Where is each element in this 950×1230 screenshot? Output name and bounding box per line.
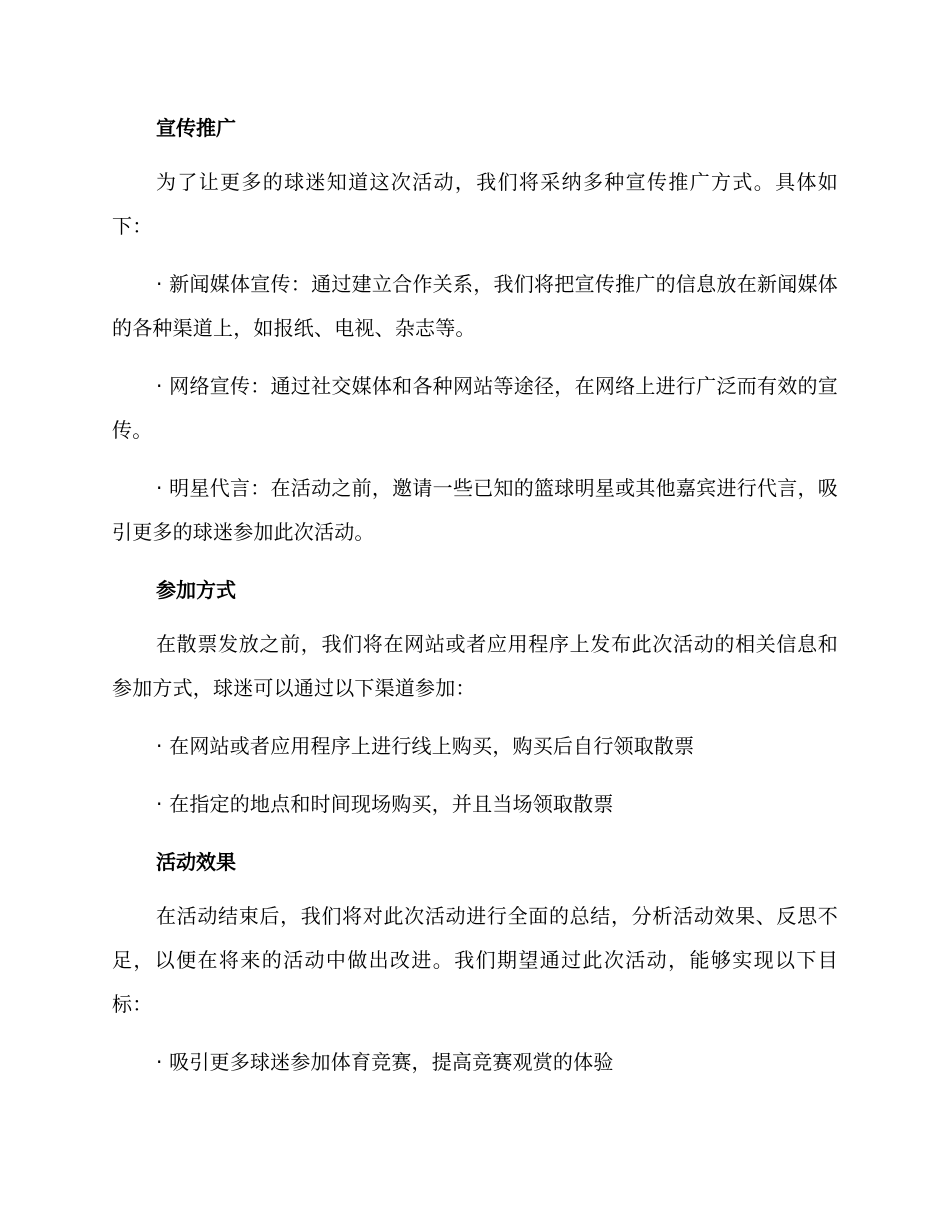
bullet-item: · 网络宣传：通过社交媒体和各种网站等途径，在网络上进行广泛而有效的宣传。 bbox=[112, 374, 838, 442]
section-intro-promotion: 为了让更多的球迷知道这次活动，我们将采纳多种宣传推广方式。具体如下： bbox=[112, 170, 838, 238]
bullet-item: · 明星代言：在活动之前，邀请一些已知的篮球明星或其他嘉宾进行代言，吸引更多的球迷参加此次活动。 bbox=[112, 476, 838, 544]
bullet-item: · 新闻媒体宣传：通过建立合作关系，我们将把宣传推广的信息放在新闻媒体的各种渠道上，如报纸、电视、杂志等。 bbox=[112, 272, 838, 340]
bullet-item: · 在指定的地点和时间现场购买，并且当场领取散票 bbox=[156, 792, 614, 816]
bullet-item: · 在网站或者应用程序上进行线上购买，购买后自行领取散票 bbox=[156, 734, 695, 758]
section-heading-participation: 参加方式 bbox=[156, 578, 236, 602]
bullet-item: · 吸引更多球迷参加体育竞赛，提高竞赛观赏的体验 bbox=[156, 1050, 614, 1074]
section-intro-participation: 在散票发放之前，我们将在网站或者应用程序上发布此次活动的相关信息和参加方式，球迷可以通过以下渠道参加： bbox=[112, 632, 838, 700]
section-intro-results: 在活动结束后，我们将对此次活动进行全面的总结，分析活动效果、反思不足，以便在将来的活动中做出改进。我们期望通过此次活动，能够实现以下目标： bbox=[112, 904, 838, 1016]
section-heading-results: 活动效果 bbox=[156, 850, 236, 874]
section-heading-promotion: 宣传推广 bbox=[156, 116, 236, 140]
